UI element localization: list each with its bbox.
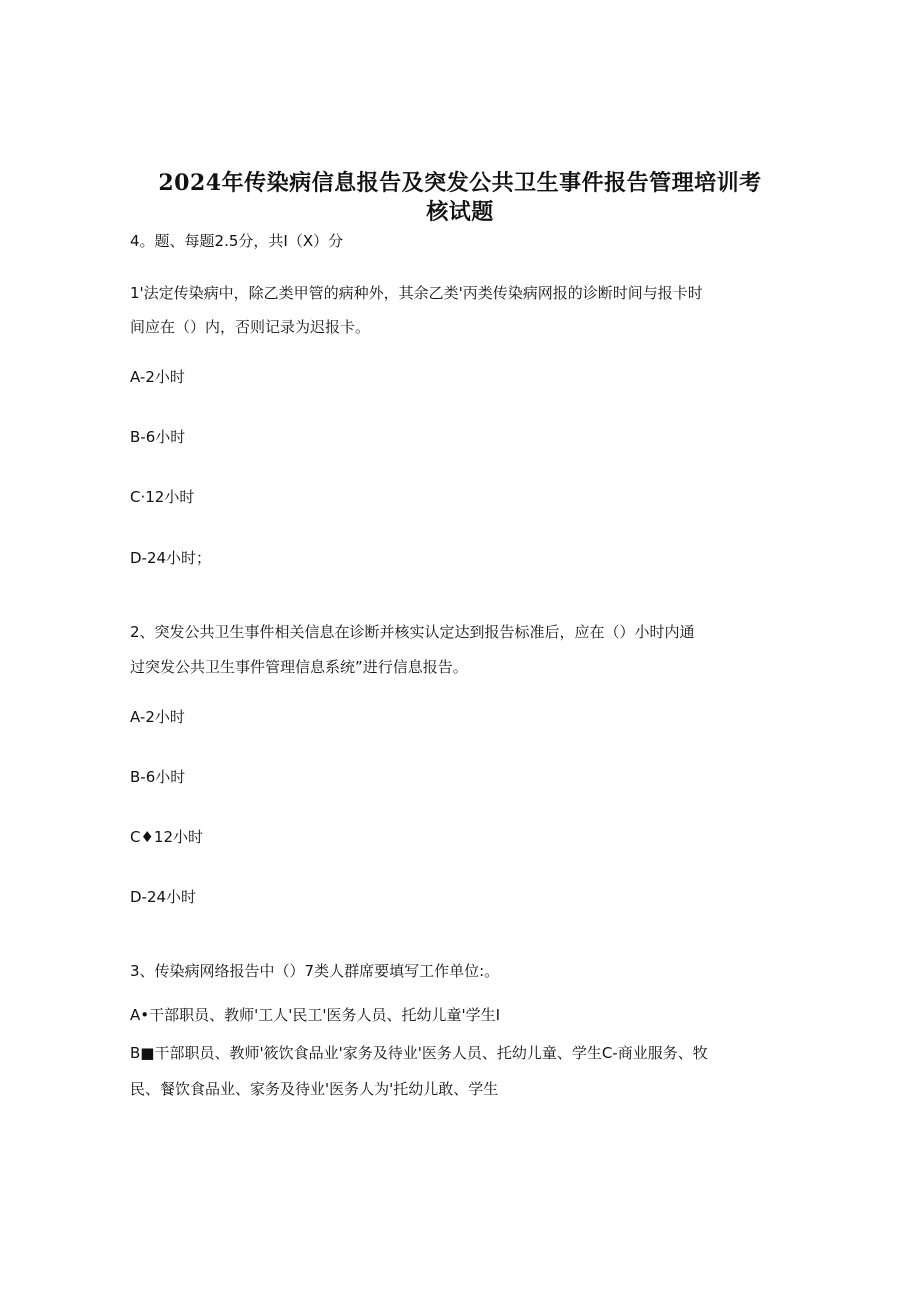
question-2-option-c: C♦12小时 xyxy=(130,828,204,846)
question-2-option-d: D-24小时 xyxy=(130,888,197,906)
question-2-stem-line-1: 2、突发公共卫生事件相关信息在诊断并核实认定达到报告标准后，应在（）小时内通 xyxy=(130,623,695,641)
question-3-option-a: A•干部职员、教师'工人'民工'医务人员、托幼儿童'学生I xyxy=(130,1006,501,1024)
section-header: 4。题、每题2.5分，共I（X）分 xyxy=(130,232,344,250)
question-1-option-d: D-24小时； xyxy=(130,549,212,567)
document-title-line-1: 2024年传染病信息报告及突发公共卫生事件报告管理培训考 xyxy=(158,170,762,196)
question-1-stem-line-2: 间应在（）内，否则记录为迟报卡。 xyxy=(130,318,371,336)
document-title-line-2: 核试题 xyxy=(426,199,494,225)
question-2-option-b: B-6小时 xyxy=(130,768,186,786)
question-2-option-a: A-2小时 xyxy=(130,708,185,726)
question-2-stem-line-2: 过突发公共卫生事件管理信息系统”进行信息报告。 xyxy=(130,658,468,676)
question-1-stem-line-1: 1'法定传染病中，除乙类甲管的病种外，其余乙类'丙类传染病网报的诊断时间与报卡时 xyxy=(130,284,703,302)
question-1-option-b: B-6小时 xyxy=(130,428,186,446)
question-3-option-b-line-2: 民、餐饮食品业、家务及待业'医务人为'托幼儿敢、学生 xyxy=(130,1080,499,1098)
question-1-option-c: C·12小时 xyxy=(130,488,195,506)
question-1-option-a: A-2小时 xyxy=(130,368,185,386)
question-3-option-b-line-1: B■干部职员、教师'筱饮食品业'家务及待业'医务人员、托幼儿童、学生C-商业服务、牧 xyxy=(130,1044,708,1062)
question-3-stem: 3、传染病网络报告中（）7类人群席要填写工作单位:。 xyxy=(130,962,500,980)
